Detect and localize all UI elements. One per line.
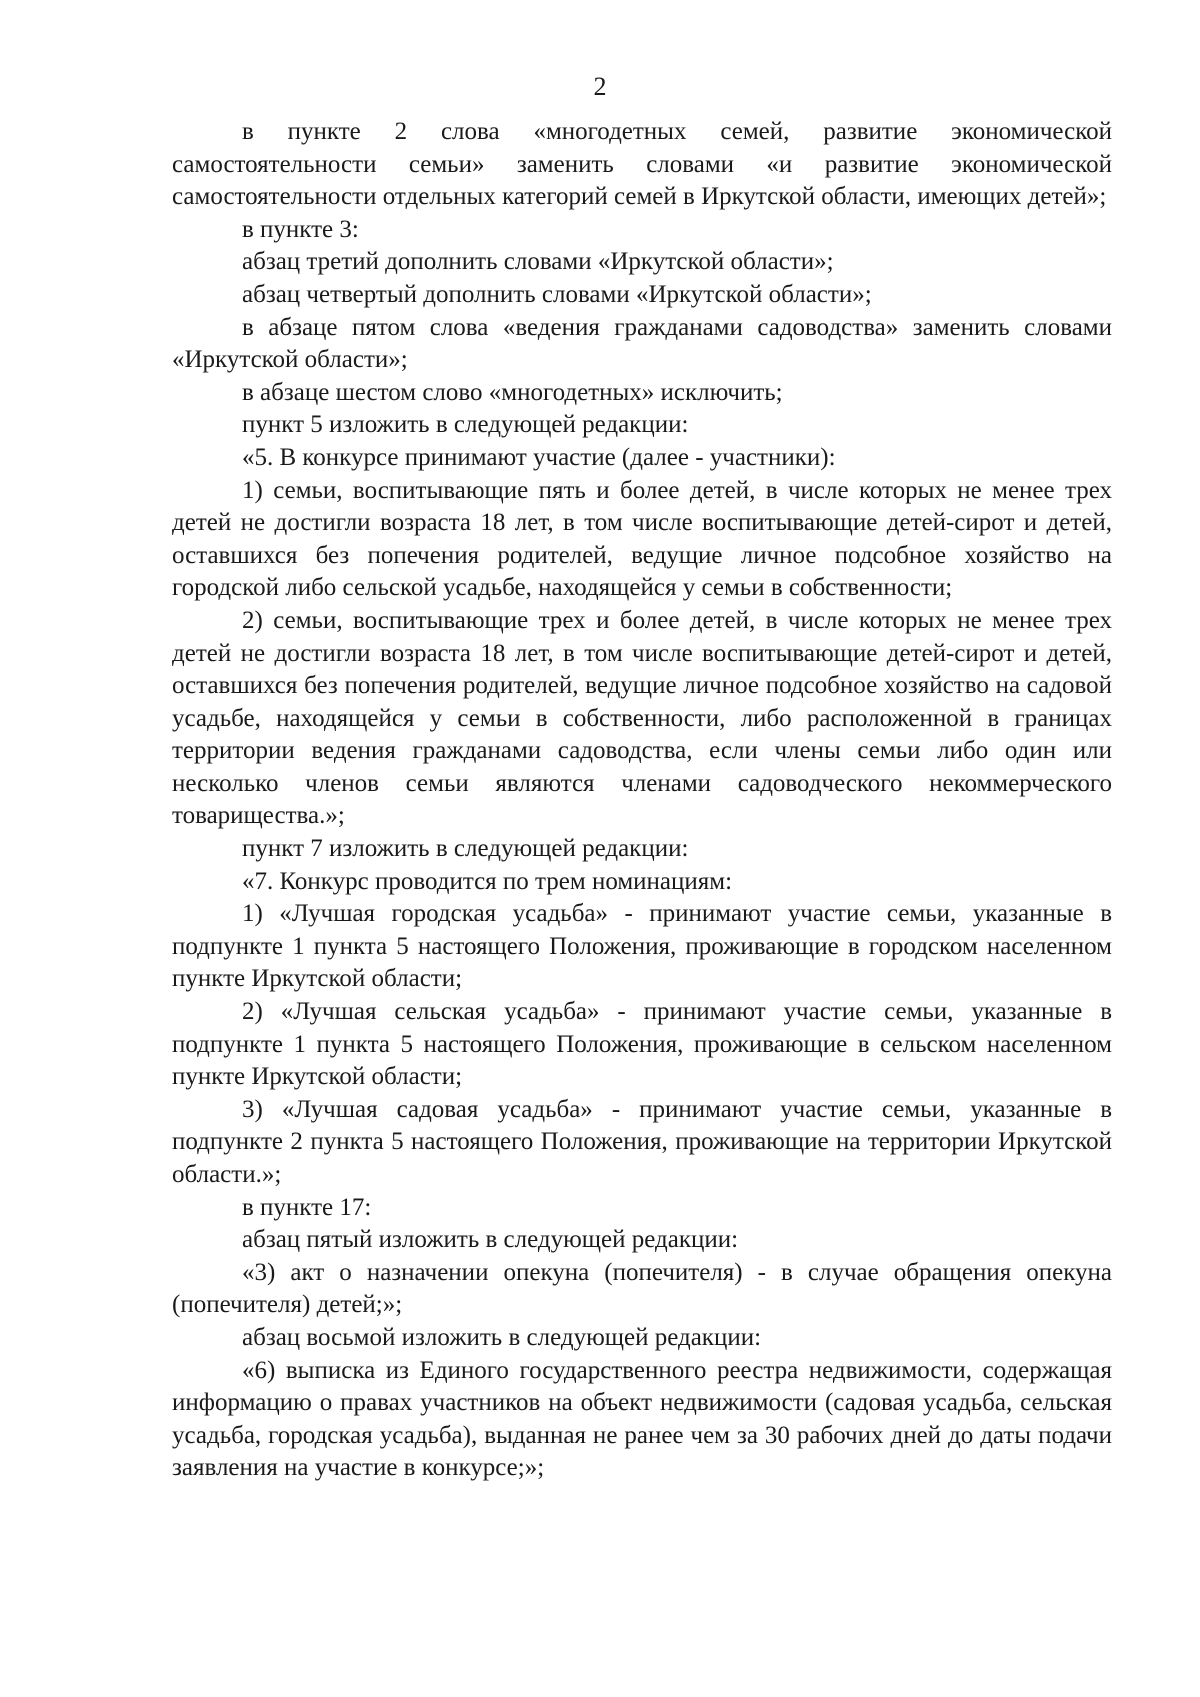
paragraph: абзац восьмой изложить в следующей редакции: xyxy=(242,1323,762,1351)
paragraph: 2) «Лучшая сельская усадьба» - принимают участие семьи, указанные в подпункте 1 пункта 5 настоящего Положения, проживающие в сельском населенном пункте Иркутской области; xyxy=(172,998,1112,1091)
paragraph: пункт 5 изложить в следующей редакции: xyxy=(242,411,689,439)
paragraph: «5. В конкурсе принимают участие (далее - участники): xyxy=(242,443,836,471)
paragraph: в пункте 17: xyxy=(242,1193,372,1221)
paragraph: 1) семьи, воспитывающие пять и более детей, в числе которых не менее трех детей не достигли возраста 18 лет, в том числе воспитывающие детей-сирот и детей, оставшихся без попечения родителей, ведущие личное подсобное хозяйство на городской либо сельской усадьбе, находящейся у семьи в собственности; xyxy=(172,476,1112,602)
paragraph: пункт 7 изложить в следующей редакции: xyxy=(242,835,689,863)
paragraph: в абзаце шестом слово «многодетных» исключить; xyxy=(242,378,783,406)
paragraph: в абзаце пятом слова «ведения гражданами садоводства» заменить словами «Иркутской области»; xyxy=(172,313,1112,374)
paragraph: абзац пятый изложить в следующей редакции: xyxy=(242,1226,739,1254)
paragraph: абзац четвертый дополнить словами «Иркутской области»; xyxy=(242,280,872,308)
paragraph: «3) акт о назначении опекуна (попечителя) - в случае обращения опекуна (попечителя) детей;»; xyxy=(172,1258,1112,1319)
page-number: 2 xyxy=(593,72,607,101)
paragraph: 3) «Лучшая садовая усадьба» - принимают участие семьи, указанные в подпункте 2 пункта 5 настоящего Положения, проживающие на территории Иркутской области.»; xyxy=(172,1095,1112,1188)
paragraph: в пункте 2 слова «многодетных семей, развитие экономической самостоятельности семьи» заменить словами «и развитие экономической самостоятельности отдельных категорий семей в Иркутской области, имеющих детей»; xyxy=(172,118,1112,211)
paragraph: в пункте 3: xyxy=(242,215,359,243)
paragraph: «6) выписка из Единого государственного реестра недвижимости, содержащая информацию о правах участников на объект недвижимости (садовая усадьба, сельская усадьба, городская усадьба), выданная не ранее чем за 30 рабочих дней до даты подачи заявления на участие в конкурсе;»; xyxy=(172,1356,1112,1482)
document-body xyxy=(172,116,1112,1485)
paragraph: абзац третий дополнить словами «Иркутской области»; xyxy=(242,248,834,276)
paragraph: «7. Конкурс проводится по трем номинациям: xyxy=(242,867,733,895)
paragraph: 2) семьи, воспитывающие трех и более детей, в числе которых не менее трех детей не достигли возраста 18 лет, в том числе воспитывающие детей-сирот и детей, оставшихся без попечения родителей, ведущие личное подсобное хозяйство на садовой усадьбе, находящейся у семьи в собственности, либо расположенной в границах территории ведения гражданами садоводства, если члены семьи либо один или несколько членов семьи являются членами садоводческого некоммерческого товарищества.»; xyxy=(172,606,1112,830)
paragraph: 1) «Лучшая городская усадьба» - принимают участие семьи, указанные в подпункте 1 пункта 5 настоящего Положения, проживающие в городском населенном пункте Иркутской области; xyxy=(172,900,1112,993)
